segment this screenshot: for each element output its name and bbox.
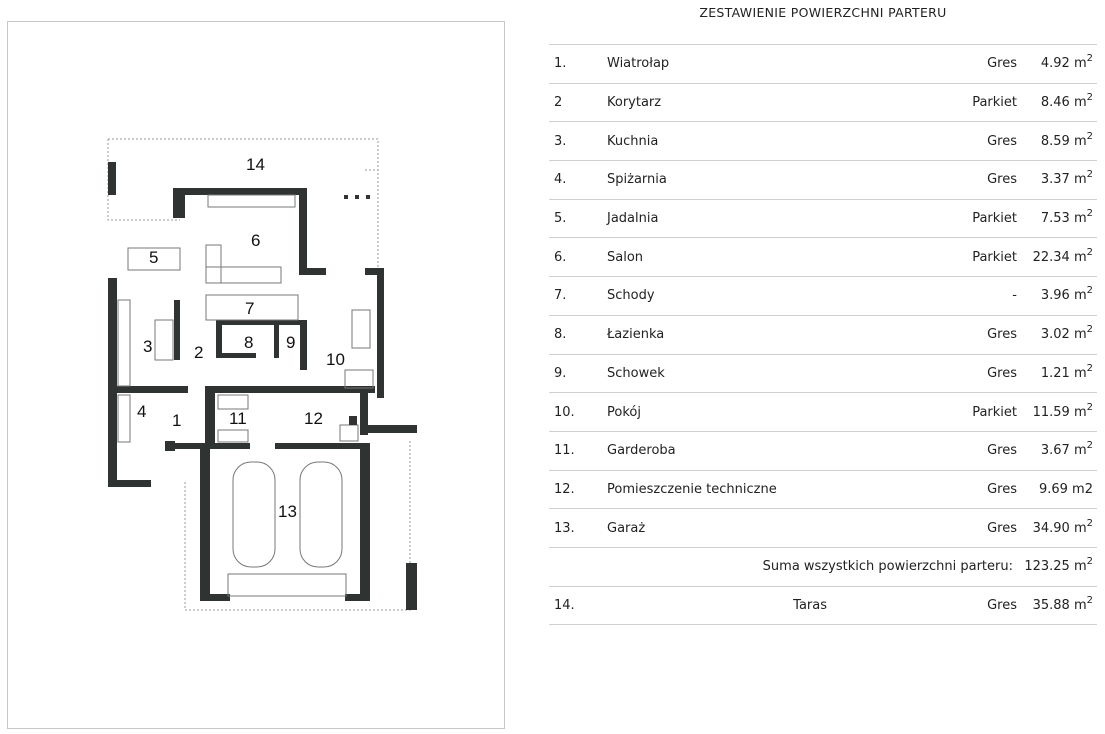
area-unit-exponent: 2 — [1086, 517, 1093, 529]
room-label-10: 10 — [326, 350, 345, 369]
row-area — [1017, 470, 1097, 509]
row-room-name: Wiatrołap — [607, 45, 877, 84]
row-number: 7. — [549, 277, 607, 316]
row-number: 1. — [549, 45, 607, 84]
room-label-12: 12 — [304, 409, 323, 428]
walls — [108, 162, 417, 610]
table-row — [549, 354, 1097, 393]
table-row — [549, 431, 1097, 470]
room-label-6: 6 — [251, 231, 261, 250]
table-row — [549, 199, 1097, 238]
row-material: Parkiet — [877, 199, 1017, 238]
area-value: 8.59 m — [1040, 133, 1087, 149]
area-value: 7.53 m — [1040, 211, 1087, 227]
row-material: Gres — [877, 122, 1017, 161]
row-area — [1017, 547, 1097, 586]
room-label-5: 5 — [149, 248, 159, 267]
area-unit-exponent: 2 — [1086, 208, 1093, 220]
row-room-name: Łazienka — [607, 315, 877, 354]
room-label-4: 4 — [137, 402, 147, 421]
row-room-name: Pomieszczenie techniczne — [607, 470, 877, 509]
row-room-name: Pokój — [607, 393, 877, 432]
row-area — [1017, 161, 1097, 200]
row-room-name: Schody — [607, 277, 877, 316]
row-room-name: Salon — [607, 238, 877, 277]
table-row — [549, 470, 1097, 509]
row-area — [1017, 509, 1097, 548]
area-value: 3.96 m — [1040, 288, 1087, 304]
row-number: 13. — [549, 509, 607, 548]
area-unit-exponent: 2 — [1086, 440, 1093, 452]
row-area — [1017, 277, 1097, 316]
row-material: Gres — [877, 354, 1017, 393]
row-number: 3. — [549, 122, 607, 161]
row-area — [1017, 431, 1097, 470]
table-row — [549, 238, 1097, 277]
row-area — [1017, 45, 1097, 84]
room-labels — [137, 155, 345, 521]
row-number: 10. — [549, 393, 607, 432]
area-unit-exponent: 2 — [1086, 594, 1093, 606]
table-row — [549, 161, 1097, 200]
area-value: 22.34 m — [1032, 249, 1087, 265]
row-area — [1017, 238, 1097, 277]
area-value: 8.46 m — [1040, 95, 1087, 111]
room-label-1: 1 — [172, 411, 182, 430]
area-value: 34.90 m — [1032, 520, 1087, 536]
row-number: 8. — [549, 315, 607, 354]
room-label-2: 2 — [194, 343, 204, 362]
table-row — [549, 393, 1097, 432]
row-number: 2 — [549, 83, 607, 122]
area-unit-exponent: 2 — [1086, 169, 1093, 181]
room-label-3: 3 — [143, 337, 153, 356]
table-row — [549, 83, 1097, 122]
table-title: ZESTAWIENIE POWIERZCHNI PARTERU — [699, 5, 947, 20]
row-number: 9. — [549, 354, 607, 393]
row-number: 5. — [549, 199, 607, 238]
row-area — [1017, 83, 1097, 122]
row-room-name: Spiżarnia — [607, 161, 877, 200]
row-material: Gres — [877, 509, 1017, 548]
room-label-8: 8 — [244, 333, 254, 352]
table-row — [549, 315, 1097, 354]
row-area — [1017, 393, 1097, 432]
room-label-9: 9 — [286, 333, 296, 352]
area-unit-exponent: 2 — [1086, 401, 1093, 413]
area-unit-exponent: 2 — [1086, 53, 1093, 65]
area-value: 11.59 m — [1032, 404, 1087, 420]
room-label-7: 7 — [245, 299, 255, 318]
row-room-name: Garderoba — [607, 431, 877, 470]
row-material: Gres — [877, 315, 1017, 354]
room-label-13: 13 — [278, 502, 297, 521]
row-number: 11. — [549, 431, 607, 470]
area-value: 35.88 m — [1032, 597, 1087, 613]
area-unit-exponent: 2 — [1086, 556, 1093, 568]
row-material: Parkiet — [877, 83, 1017, 122]
row-material: Gres — [877, 431, 1017, 470]
row-area — [1017, 122, 1097, 161]
row-material: Gres — [877, 161, 1017, 200]
area-value: 3.67 m — [1040, 443, 1087, 459]
area-unit-exponent: 2 — [1086, 130, 1093, 142]
area-unit-exponent: 2 — [1086, 285, 1093, 297]
area-value: 1.21 m — [1040, 365, 1087, 381]
table-row — [549, 509, 1097, 548]
area-value: 9.69 m2 — [1038, 481, 1093, 497]
row-room-name: Taras — [607, 586, 877, 625]
area-unit-exponent: 2 — [1086, 92, 1093, 104]
row-material: Gres — [877, 470, 1017, 509]
row-material: Gres — [877, 45, 1017, 84]
row-room-name: Schowek — [607, 354, 877, 393]
row-room-name: Kuchnia — [607, 122, 877, 161]
row-area — [1017, 315, 1097, 354]
row-material: Parkiet — [877, 393, 1017, 432]
row-number: 6. — [549, 238, 607, 277]
row-area — [1017, 354, 1097, 393]
row-room-name: Korytarz — [607, 83, 877, 122]
terrace-row — [549, 586, 1097, 625]
area-value: 123.25 m — [1024, 559, 1087, 575]
table-row — [549, 277, 1097, 316]
row-material: Gres — [877, 586, 1017, 625]
total-row — [549, 547, 1097, 586]
terrace-outline — [108, 139, 378, 170]
row-material: Parkiet — [877, 238, 1017, 277]
table-row — [549, 45, 1097, 84]
table-row — [549, 122, 1097, 161]
area-value: 4.92 m — [1040, 56, 1087, 72]
area-value: 3.02 m — [1040, 327, 1087, 343]
row-room-name: Garaż — [607, 509, 877, 548]
area-value: 3.37 m — [1040, 172, 1087, 188]
row-number: 14. — [549, 586, 607, 625]
row-area — [1017, 586, 1097, 625]
area-unit-exponent: 2 — [1086, 246, 1093, 258]
row-number: 4. — [549, 161, 607, 200]
total-label: Suma wszystkich powierzchni parteru: — [549, 547, 1017, 586]
room-label-14: 14 — [246, 155, 265, 174]
room-label-11: 11 — [229, 409, 247, 428]
row-area — [1017, 199, 1097, 238]
area-table — [549, 44, 1097, 625]
row-room-name: Jadalnia — [607, 199, 877, 238]
row-material: - — [877, 277, 1017, 316]
row-number: 12. — [549, 470, 607, 509]
area-unit-exponent: 2 — [1086, 324, 1093, 336]
area-unit-exponent: 2 — [1086, 362, 1093, 374]
